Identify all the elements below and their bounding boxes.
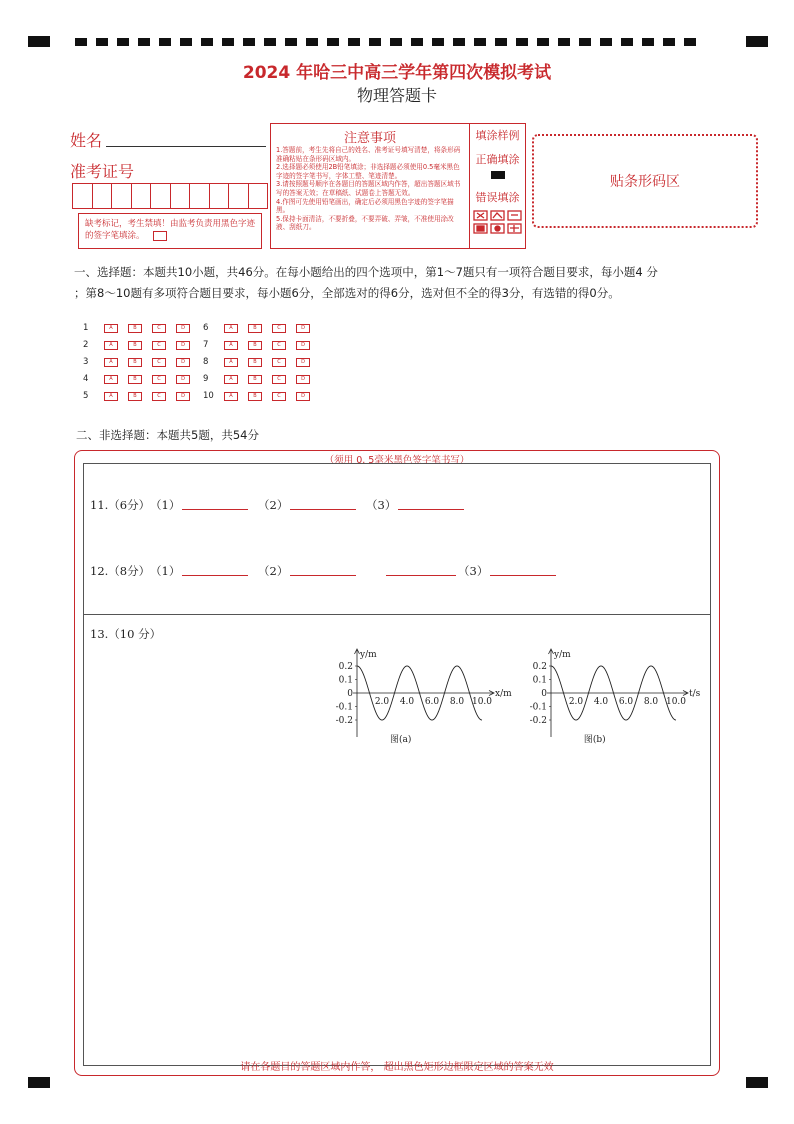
registration-mark-top-right xyxy=(746,36,768,47)
option-bubble-b[interactable]: B xyxy=(128,324,142,333)
q12-part1-label: （1） xyxy=(150,564,181,578)
question-number: 2 xyxy=(83,340,89,350)
section2-title: 二、非选择题：本题共5题，共54分 xyxy=(76,428,259,442)
q12-answer-3[interactable] xyxy=(490,574,556,576)
registration-mark-bottom-left xyxy=(28,1077,50,1088)
timing-dash xyxy=(369,38,381,46)
option-bubble-a[interactable]: A xyxy=(224,358,238,367)
barcode-label: 贴条形码区 xyxy=(610,174,680,190)
x-tick-label: 8.0 xyxy=(449,697,465,707)
option-bubble-b[interactable]: B xyxy=(248,358,262,367)
question-number: 8 xyxy=(203,357,209,367)
graph-caption: 图(a) xyxy=(390,735,412,745)
id-label: 准考证号 xyxy=(70,162,135,181)
correct-fill-example xyxy=(491,171,505,179)
timing-dash xyxy=(432,38,444,46)
card-subtitle: 物理答题卡 xyxy=(356,86,437,105)
timing-dash xyxy=(600,38,612,46)
q11-answer-2[interactable] xyxy=(290,508,356,510)
wave-graph-b xyxy=(527,645,717,745)
option-bubble-b[interactable]: B xyxy=(128,341,142,350)
option-bubble-a[interactable]: A xyxy=(224,341,238,350)
timing-dash xyxy=(306,38,318,46)
timing-marks xyxy=(75,38,725,46)
option-bubble-d[interactable]: D xyxy=(296,392,310,401)
q13-label: 13.（10 分） xyxy=(90,627,162,641)
option-bubble-a[interactable]: A xyxy=(224,375,238,384)
y-tick-label: -0.1 xyxy=(529,702,547,713)
exam-title: 2024 年哈三中高三学年第四次模拟考试 xyxy=(242,63,552,83)
q12-answer-1[interactable] xyxy=(182,574,248,576)
answer-divider xyxy=(83,614,711,615)
notice-item: 3.请按照题号顺序在各题目的答题区域内作答，超出答题区域书写的答案无效；在草稿纸、试题卷上答题无效。 xyxy=(276,180,461,197)
option-bubble-c[interactable]: C xyxy=(152,375,166,384)
q12-label: 12.（8分） xyxy=(90,564,151,578)
x-tick-label: 2.0 xyxy=(374,697,390,707)
option-bubble-b[interactable]: B xyxy=(248,375,262,384)
option-bubble-a[interactable]: A xyxy=(104,392,118,401)
timing-dash xyxy=(642,38,654,46)
timing-dash xyxy=(243,38,255,46)
pen-instruction: （须用 0. 5毫米黑色签字笔书写） xyxy=(324,455,470,466)
q11-answer-3[interactable] xyxy=(398,508,464,510)
timing-dash xyxy=(327,38,339,46)
q11-part1-label: （1） xyxy=(150,498,181,512)
option-bubble-c[interactable]: C xyxy=(152,358,166,367)
y-tick-label: -0.1 xyxy=(335,702,353,713)
y-tick-label: 0.2 xyxy=(532,662,547,672)
option-bubble-c[interactable]: C xyxy=(272,375,286,384)
timing-dash xyxy=(621,38,633,46)
section1-instructions-cont: ；第8～10题有多项符合题目要求，每小题6分，全部选对的得6分，选对但不全的得3分，有选错的得0分。 xyxy=(74,286,620,300)
timing-dash xyxy=(264,38,276,46)
notice-panel xyxy=(270,123,470,249)
answer-region[interactable] xyxy=(83,463,711,1066)
option-bubble-d[interactable]: D xyxy=(176,375,190,384)
x-tick-label: 10.0 xyxy=(665,697,687,707)
option-bubble-d[interactable]: D xyxy=(176,341,190,350)
wrong-fill-examples xyxy=(472,209,524,237)
x-tick-label: 2.0 xyxy=(568,697,584,707)
question-number: 9 xyxy=(203,374,209,384)
timing-dash xyxy=(579,38,591,46)
y-tick-label: 0 xyxy=(541,689,547,699)
notice-item: 4.作图可先使用铅笔画出，确定后必须用黑色字迹的签字笔描黑。 xyxy=(276,197,454,215)
x-tick-label: 4.0 xyxy=(399,697,415,707)
notice-item: 1.答题前，考生先将自己的姓名、准考证号填写清楚，将条形码准确粘贴在条形码区域内。 xyxy=(276,146,461,163)
notice-item: 2.选择题必须使用2B铅笔填涂；非选择题必须使用0.5毫米黑色字迹的签字笔书写，字体工整、笔迹清楚。 xyxy=(276,163,460,180)
question-number: 3 xyxy=(83,357,89,367)
timing-dash xyxy=(201,38,213,46)
option-bubble-d[interactable]: D xyxy=(296,358,310,367)
sample-heading: 填涂样例 xyxy=(475,129,520,142)
name-field[interactable] xyxy=(106,146,266,147)
timing-dash xyxy=(138,38,150,46)
absent-checkbox[interactable] xyxy=(153,231,167,241)
q11-label: 11.（6分） xyxy=(90,498,151,512)
option-bubble-c[interactable]: C xyxy=(152,341,166,350)
barcode-area xyxy=(532,134,758,228)
y-tick-label: -0.2 xyxy=(335,716,353,726)
option-bubble-d[interactable]: D xyxy=(176,392,190,401)
option-bubble-b[interactable]: B xyxy=(128,358,142,367)
x-tick-label: 8.0 xyxy=(643,697,659,707)
absent-text: 缺考标记，考生禁填！由监考负责用黑色字迹的签字笔填涂。 xyxy=(85,219,256,241)
timing-dash xyxy=(558,38,570,46)
timing-dash xyxy=(96,38,108,46)
y-axis-label: y/m xyxy=(360,650,377,660)
option-bubble-d[interactable]: D xyxy=(296,324,310,333)
name-label: 姓名 xyxy=(70,131,103,150)
registration-mark-top-left xyxy=(28,36,50,47)
option-bubble-c[interactable]: C xyxy=(152,392,166,401)
timing-dash xyxy=(117,38,129,46)
timing-dash xyxy=(495,38,507,46)
section1-instructions: 一、选择题：本题共10小题，共46分。在每小题给出的四个选项中，第1～7题只有一项符合题目要求，每小题4 分 xyxy=(74,265,658,279)
wave-graph-a xyxy=(333,645,523,745)
wrong-fill-label: 错误填涂 xyxy=(475,191,520,204)
option-bubble-b[interactable]: B xyxy=(248,324,262,333)
q12-part3-label: （3） xyxy=(458,564,489,578)
graph-caption: 图(b) xyxy=(583,735,606,745)
option-bubble-a[interactable]: A xyxy=(104,358,118,367)
timing-dash xyxy=(285,38,297,46)
option-bubble-c[interactable]: C xyxy=(272,358,286,367)
question-number: 10 xyxy=(203,391,214,401)
q12-answer-2[interactable] xyxy=(290,574,356,576)
timing-dash xyxy=(411,38,423,46)
question-number: 1 xyxy=(83,323,89,333)
timing-dash xyxy=(537,38,549,46)
id-number-boxes[interactable] xyxy=(72,183,268,209)
absent-mark-box xyxy=(78,213,262,249)
q11-answer-1[interactable] xyxy=(182,508,248,510)
x-axis-label: x/m xyxy=(495,689,512,699)
y-tick-label: 0 xyxy=(347,689,353,699)
x-tick-label: 4.0 xyxy=(593,697,609,707)
y-axis-label: y/m xyxy=(554,650,571,660)
timing-dash xyxy=(159,38,171,46)
notice-heading: 注意事项 xyxy=(343,131,396,146)
q11-part2-label: （2） xyxy=(258,498,289,512)
x-tick-label: 10.0 xyxy=(471,697,493,707)
q12-answer-2b[interactable] xyxy=(386,574,456,576)
option-bubble-a[interactable]: A xyxy=(104,375,118,384)
correct-fill-label: 正确填涂 xyxy=(475,153,520,166)
timing-dash xyxy=(453,38,465,46)
option-bubble-c[interactable]: C xyxy=(152,324,166,333)
question-number: 7 xyxy=(203,340,209,350)
timing-dash xyxy=(348,38,360,46)
option-bubble-b[interactable]: B xyxy=(248,392,262,401)
x-axis-label: t/s xyxy=(689,689,701,699)
option-bubble-b[interactable]: B xyxy=(128,392,142,401)
timing-dash xyxy=(516,38,528,46)
answer-area-warning: 请在各题目的答题区域内作答， 超出黑色矩形边框限定区域的答案无效 xyxy=(240,1062,554,1073)
option-bubble-d[interactable]: D xyxy=(296,341,310,350)
q12-part2-label: （2） xyxy=(258,564,289,578)
timing-dash xyxy=(663,38,675,46)
option-bubble-a[interactable]: A xyxy=(224,392,238,401)
option-bubble-a[interactable]: A xyxy=(104,341,118,350)
x-tick-label: 6.0 xyxy=(424,697,440,707)
option-bubble-c[interactable]: C xyxy=(272,392,286,401)
option-bubble-d[interactable]: D xyxy=(176,358,190,367)
timing-dash xyxy=(684,38,696,46)
y-tick-label: 0.1 xyxy=(338,675,353,686)
y-tick-label: 0.1 xyxy=(532,675,547,686)
timing-dash xyxy=(390,38,402,46)
option-bubble-c[interactable]: C xyxy=(272,324,286,333)
notice-item: 5.保持卡面清洁，不要折叠，不要弄破、弄皱，不准使用涂改液、刮纸刀。 xyxy=(276,214,454,232)
option-bubble-b[interactable]: B xyxy=(248,341,262,350)
x-tick-label: 6.0 xyxy=(618,697,634,707)
option-bubble-d[interactable]: D xyxy=(176,324,190,333)
timing-dash xyxy=(222,38,234,46)
timing-dash xyxy=(474,38,486,46)
q11-part3-label: （3） xyxy=(366,498,397,512)
option-bubble-a[interactable]: A xyxy=(224,324,238,333)
question-number: 5 xyxy=(83,391,89,401)
option-bubble-c[interactable]: C xyxy=(272,341,286,350)
timing-dash xyxy=(180,38,192,46)
option-bubble-a[interactable]: A xyxy=(104,324,118,333)
option-bubble-d[interactable]: D xyxy=(296,375,310,384)
registration-mark-bottom-right xyxy=(746,1077,768,1088)
y-tick-label: -0.2 xyxy=(529,716,547,726)
option-bubble-b[interactable]: B xyxy=(128,375,142,384)
timing-dash xyxy=(75,38,87,46)
question-number: 6 xyxy=(203,323,209,333)
fill-sample-panel xyxy=(470,123,526,249)
question-number: 4 xyxy=(83,374,89,384)
y-tick-label: 0.2 xyxy=(338,662,353,672)
